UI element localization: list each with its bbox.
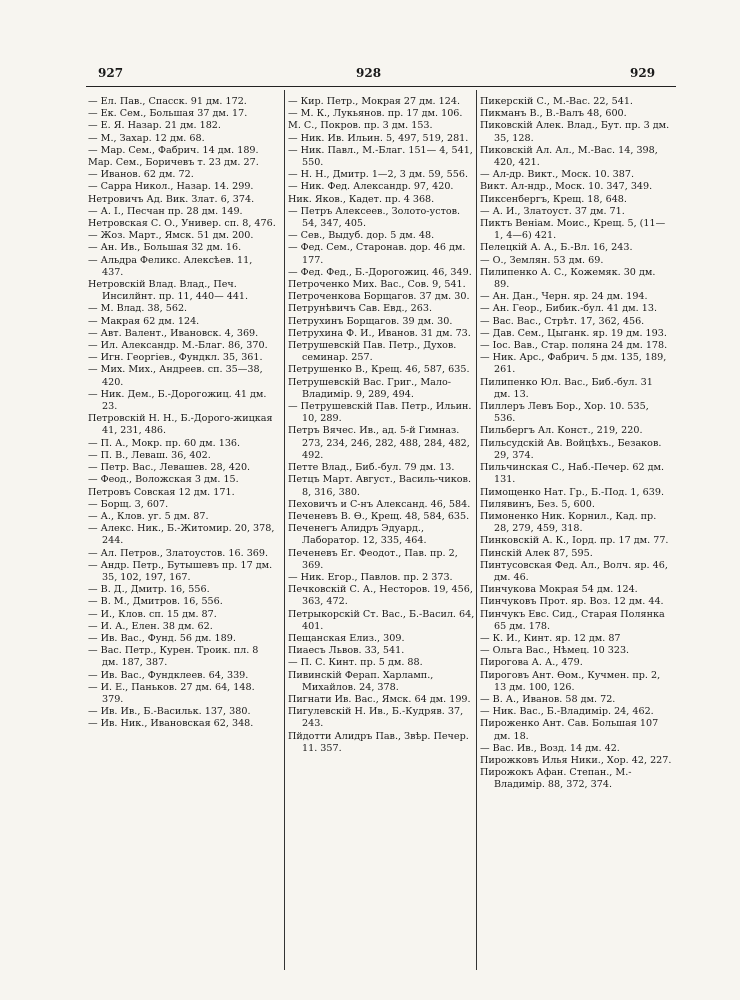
directory-entry: — В. Д., Дмитр. 16, 556. bbox=[88, 584, 210, 596]
directory-entry: — Іос. Вав., Стар. поляна 24 дм. 178. bbox=[480, 340, 668, 352]
directory-entry: Пироженко Ант. Сав. Большая 107 дм. 18. bbox=[480, 718, 659, 742]
directory-entry: Пивинскій Ферап. Харламп., Михайлов. 24, 378. bbox=[288, 669, 434, 693]
directory-entry: — Мар. Сем., Фабрич. 14 дм. 189. bbox=[88, 144, 259, 156]
directory-entry: — И. А., Елен. 38 дм. 62. bbox=[88, 620, 213, 632]
directory-entry: Пиаесъ Львов. 33, 541. bbox=[288, 645, 405, 657]
directory-entry: — Ив. Вас., Фунд. 56 дм. 189. bbox=[88, 632, 236, 644]
directory-entry: Петровъ Совская 12 дм. 171. bbox=[88, 486, 235, 498]
directory-entry: Петрыкорскій Ст. Вас., Б.-Васил. 64, 401. bbox=[288, 608, 475, 632]
directory-entry: — М. К., Лукьянов. пр. 17 дм. 106. bbox=[288, 108, 463, 120]
directory-entry: — Ник. Фед. Александр. 97, 420. bbox=[288, 181, 454, 193]
directory-entry: М. С., Покров. пр. 3 дм. 153. bbox=[288, 120, 433, 132]
directory-entry: Пиковскій Ал. Ал., М.-Вас. 14, 398, 420, 421. bbox=[480, 144, 658, 169]
directory-entry: — Андр. Петр., Бутышевъ пр. 17 дм. 35, 102, 197, 167. bbox=[88, 559, 273, 583]
directory-entry: Нетровскій Влад. Влад., Печ. Инсилйнт. пр. 11, 440— 441. bbox=[88, 279, 249, 303]
directory-entry: — Иванов. 62 дм. 72. bbox=[88, 169, 194, 181]
directory-entry: Петроченкова Борщагов. 37 дм. 30. bbox=[288, 291, 470, 303]
directory-entry: — П. С. Кинт. пр. 5 дм. 88. bbox=[288, 657, 423, 669]
directory-entry: Пильбергъ Ал. Конст., 219, 220. bbox=[480, 425, 643, 437]
directory-entry: — Вас. Ив., Возд. 14 дм. 42. bbox=[480, 742, 620, 754]
directory-entry: — Дав. Сем., Цыганк. яр. 19 дм. 193. bbox=[480, 327, 667, 339]
directory-entry: — Фед. Сем., Старонав. дор. 46 дм. 177. bbox=[288, 242, 466, 266]
directory-entry: — Жоз. Март., Ямск. 51 дм. 200. bbox=[88, 230, 254, 242]
directory-entry: — Ек. Сем., Большая 37 дм. 17. bbox=[88, 108, 248, 120]
directory-entry: — Авт. Валент., Ивановск. 4, 369. bbox=[88, 327, 259, 339]
directory-entry: — А., Клов. уг. 5 дм. 87. bbox=[88, 510, 209, 522]
directory-entry: — Алекс. Ник., Б.-Житомир. 20, 378, 244. bbox=[88, 523, 275, 547]
directory-entry: Петрухина Ф. И., Иванов. 31 дм. 73. bbox=[288, 327, 471, 339]
directory-entry: Пиктъ Веніам. Моис., Крещ. 5, (11—1, 4—6) 421. bbox=[480, 218, 666, 242]
directory-entry: Пинчукова Мокрая 54 дм. 124. bbox=[480, 584, 638, 596]
directory-entry: — Сарра Никол., Назар. 14. 299. bbox=[88, 181, 254, 193]
directory-entry: Петровскій Н. Н., Б.-Дорого-жицкая 41, 231, 486. bbox=[88, 413, 273, 437]
directory-entry: — Альдра Феликс. Алексѣев. 11, 437. bbox=[88, 254, 253, 278]
directory-entry: — Игн. Георгіев., Фундкл. 35, 361. bbox=[88, 352, 263, 364]
directory-entry: — Фед. Фед., Б.-Дорогожиц. 46, 349. bbox=[288, 266, 472, 278]
directory-entry: Пикерскій С., М.-Вас. 22, 541. bbox=[480, 96, 633, 107]
page-number-left: 927 bbox=[98, 66, 124, 80]
directory-entry: Печеневъ Ег. Феодот., Пав. пр. 2, 369. bbox=[288, 547, 458, 571]
directory-entry: — Ив. Вас., Фундклеев. 64, 339. bbox=[88, 669, 249, 681]
directory-entry: Печковскій С. А., Несторов. 19, 456, 363, 472. bbox=[288, 584, 473, 608]
directory-entry: Петцъ Март. Август., Василь-чиков. 8, 316, 380. bbox=[288, 474, 471, 498]
directory-entry: Пикманъ В., В.-Валъ 48, 600. bbox=[480, 108, 627, 120]
directory-entry: Пилявинъ, Без. 5, 600. bbox=[480, 498, 595, 510]
column-divider-2 bbox=[476, 90, 477, 970]
directory-entry: Мар. Сем., Боричевъ т. 23 дм. 27. bbox=[88, 157, 259, 169]
directory-entry: — В. М., Дмитров. 16, 556. bbox=[88, 596, 223, 608]
directory-entry: Пирожковъ Илья Ники., Хор. 42, 227. bbox=[480, 754, 672, 766]
directory-entry: Пилипенко А. С., Кожемяк. 30 дм. 89. bbox=[480, 266, 656, 291]
directory-entry: Пинскій Алек 87, 595. bbox=[480, 547, 593, 559]
page-number-right: 929 bbox=[630, 66, 656, 80]
directory-entry: — Ан. Ив., Большая 32 дм. 16. bbox=[88, 242, 242, 254]
directory-entry: — Ив. Ник., Ивановская 62, 348. bbox=[88, 718, 254, 730]
directory-entry: Пигулевскій Н. Ив., Б.-Кудряв. 37, 243. bbox=[288, 706, 464, 730]
directory-entry: Петрушевскій Пав. Петр., Духов. семинар. 257. bbox=[288, 340, 457, 364]
directory-entry: — Мих. Мих., Андреев. сп. 35—38, 420. bbox=[88, 364, 263, 388]
directory-entry: — И. Е., Паньков. 27 дм. 64, 148. 379. bbox=[88, 681, 255, 705]
directory-entry: — Ив. Ив., Б.-Васильк. 137, 380. bbox=[88, 706, 251, 718]
directory-entry: Нетровичъ Ад. Вик. Злат. 6, 374. bbox=[88, 193, 255, 205]
directory-entry: — Ил. Александр. М.-Благ. 86, 370. bbox=[88, 340, 268, 352]
directory-entry: Петръ Вячес. Ив., ад. 5-й Гимназ. 273, 234, 246, 282, 488, 284, 482, 492. bbox=[288, 425, 470, 461]
directory-entry: — П. А., Мокр. пр. 60 дм. 136. bbox=[88, 437, 241, 449]
directory-entry: — Ан. Дан., Черн. яр. 24 дм. 194. bbox=[480, 291, 648, 303]
directory-entry: — Н. Н., Дмитр. 1—2, 3 дм. 59, 556. bbox=[288, 169, 469, 181]
directory-entry: Ник. Яков., Кадет. пр. 4 368. bbox=[288, 193, 435, 205]
directory-entry: Пинковскій А. К., Іорд. пр. 17 дм. 77. bbox=[480, 535, 669, 547]
directory-entry: — Ник. Дем., Б.-Дорогожиц. 41 дм. 23. bbox=[88, 388, 267, 413]
directory-entry: — Ел. Пав., Спасск. 91 дм. 172. bbox=[88, 96, 247, 107]
directory-entry: Пигнати Ив. Вас., Ямск. 64 дм. 199. bbox=[288, 693, 471, 705]
directory-entry: Петрунѣвичъ Сав. Евд., 263. bbox=[288, 303, 432, 315]
directory-entry: Пильсудскій Ав. Войцѣхъ., Безаков. 29, 374. bbox=[480, 437, 662, 461]
directory-entry: — Ник. Арс., Фабрич. 5 дм. 135, 189, 261. bbox=[480, 352, 667, 376]
column-left bbox=[88, 96, 276, 731]
directory-entry: Пещанская Елиз., 309. bbox=[288, 632, 405, 644]
directory-entry: Пйдотти Алидръ Пав., Звѣр. Печер. 11. 357. bbox=[288, 730, 469, 754]
directory-entry: Петрухинъ Борщагов. 39 дм. 30. bbox=[288, 315, 453, 327]
directory-entry: — Ан. Геор., Бибик.-бул. 41 дм. 13. bbox=[480, 303, 657, 315]
directory-entry: — Кир. Петр., Мокрая 27 дм. 124. bbox=[288, 96, 460, 107]
directory-entry: — Ал. Петров., Златоустов. 16. 369. bbox=[88, 547, 269, 559]
directory-entry: Пимоненко Ник. Корнил., Кад. пр. 28, 279, 459, 318. bbox=[480, 510, 657, 535]
directory-entry: — Макрая 62 дм. 124. bbox=[88, 315, 200, 327]
column-right bbox=[480, 96, 672, 792]
directory-entry: Петрушенко В., Крещ. 46, 587, 635. bbox=[288, 364, 470, 376]
directory-entry: — П. В., Леваш. 36, 402. bbox=[88, 449, 211, 461]
directory-entry: Пирогова А. А., 479. bbox=[480, 657, 583, 669]
directory-entry: — Ольга Вас., Нѣмец. 10 323. bbox=[480, 645, 630, 657]
directory-entry: — Петрушевскій Пав. Петр., Ильин. 10, 289. bbox=[288, 401, 472, 425]
directory-entry: — Вас. Петр., Курен. Троик. пл. 8 дм. 187, 387. bbox=[88, 645, 259, 669]
directory-entry: — М. Влад. 38, 562. bbox=[88, 303, 188, 315]
directory-entry: Пинтусовская Фед. Ал., Волч. яр. 46, дм. 46. bbox=[480, 559, 668, 583]
directory-entry: — Ник. Егор., Павлов. пр. 2 373. bbox=[288, 571, 453, 583]
directory-entry: — К. И., Кинт. яр. 12 дм. 87 bbox=[480, 632, 621, 644]
directory-entry: — Ник. Ив. Ильин. 5, 497, 519, 281. bbox=[288, 132, 469, 144]
directory-entry: — А. И., Златоуст. 37 дм. 71. bbox=[480, 205, 625, 217]
directory-entry: — Петр. Вас., Левашев. 28, 420. bbox=[88, 462, 251, 474]
directory-entry: Пимощенко Нат. Гр., Б.-Под. 1, 639. bbox=[480, 486, 665, 498]
directory-entry: — Петръ Алексеев., Золото-устов. 54, 347, 405. bbox=[288, 205, 461, 230]
directory-entry: Пильчинская С., Наб.-Печер. 62 дм. 131. bbox=[480, 462, 665, 486]
column-center bbox=[288, 96, 476, 755]
directory-entry: — Феод., Воложская 3 дм. 15. bbox=[88, 474, 239, 486]
directory-entry: Нетровская С. О., Универ. сп. 8, 476. bbox=[88, 218, 276, 230]
directory-entry: — Ал-др. Викт., Моск. 10. 387. bbox=[480, 169, 635, 181]
directory-entry: — Е. Я. Назар. 21 дм. 182. bbox=[88, 120, 221, 132]
directory-entry: — В. А., Иванов. 58 дм. 72. bbox=[480, 693, 616, 705]
directory-entry: Печенегъ Алидръ Эдуард., Лаборатор. 12, 335, 464. bbox=[288, 523, 427, 547]
header-rule bbox=[86, 86, 676, 87]
directory-entry: — О., Землян. 53 дм. 69. bbox=[480, 254, 604, 266]
directory-entry: Пирожокъ Афан. Степан., М.-Владимір. 88, 372, 374. bbox=[480, 767, 632, 791]
directory-entry: — Ник. Вас., Б.-Владимір. 24, 462. bbox=[480, 706, 654, 718]
directory-entry: Печеневъ В. Ө., Крещ. 48, 584, 635. bbox=[288, 510, 470, 522]
directory-entry: Петроченко Мих. Вас., Сов. 9, 541. bbox=[288, 279, 466, 291]
directory-entry: Пеховичъ и С-нъ Александ. 46, 584. bbox=[288, 498, 471, 510]
directory-entry: — Вас. Вас., Стрѣт. 17, 362, 456. bbox=[480, 315, 645, 327]
directory-entry: Пинчукъ Евс. Сид., Старая Полянка 65 дм. 178. bbox=[480, 608, 665, 632]
directory-entry: Пиковскій Алек. Влад., Бут. пр. 3 дм. 35, 128. bbox=[480, 120, 670, 144]
directory-entry: — М., Захар. 12 дм. 68. bbox=[88, 132, 205, 144]
directory-entry: Пиксенбергъ, Крещ. 18, 648. bbox=[480, 193, 627, 205]
directory-entry: — Ник. Павл., М.-Благ. 151— 4, 541, 550. bbox=[288, 144, 473, 169]
directory-entry: Петрушевскій Вас. Григ., Мало-Владимір. 9, 289, 494. bbox=[288, 376, 451, 400]
directory-entry: Петте Влад., Биб.-бул. 79 дм. 13. bbox=[288, 462, 455, 474]
directory-entry: — Борщ. 3, 607. bbox=[88, 498, 169, 510]
directory-entry: Пинчуковъ Прот. яр. Воз. 12 дм. 44. bbox=[480, 596, 664, 608]
column-divider-1 bbox=[284, 90, 285, 970]
directory-entry: — Сев., Выдуб. дор. 5 дм. 48. bbox=[288, 230, 435, 242]
directory-entry: Пироговъ Ант. Өом., Кучмен. пр. 2, 13 дм. 100, 126. bbox=[480, 669, 661, 693]
directory-entry: — И., Клов. сп. 15 дм. 87. bbox=[88, 608, 217, 620]
page-number-center: 928 bbox=[356, 66, 382, 80]
directory-entry: Пилипенко Юл. Вас., Биб.-бул. 31 дм. 13. bbox=[480, 376, 653, 400]
directory-entry: — А. I., Песчан пр. 28 дм. 149. bbox=[88, 205, 243, 217]
directory-entry: Викт. Ал-ндр., Моск. 10. 347, 349. bbox=[480, 181, 653, 193]
directory-entry: Пелецкій А. А., Б.-Вл. 16, 243. bbox=[480, 242, 633, 254]
directory-entry: Пиллеръ Левъ Бор., Хор. 10. 535, 536. bbox=[480, 401, 649, 425]
